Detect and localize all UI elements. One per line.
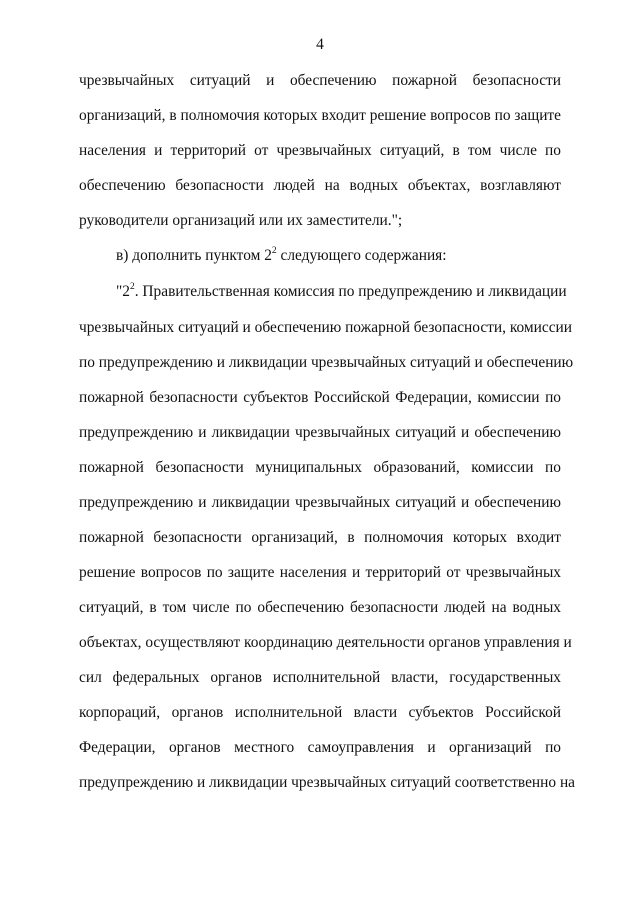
point-superscript: 2 bbox=[129, 281, 135, 292]
text-line: пожарной безопасности муниципальных образований, комиссии по bbox=[79, 459, 561, 476]
text-line: руководители организаций или их заместители."; bbox=[79, 212, 403, 229]
text-line: пожарной безопасности организаций, в полномочия которых входит bbox=[79, 529, 561, 546]
text-line: чрезвычайных ситуаций и обеспечению пожарной безопасности, комиссии bbox=[79, 319, 573, 336]
item-v-superscript: 2 bbox=[271, 245, 277, 256]
point-first-line bbox=[116, 281, 567, 302]
text-line: Федерации, органов местного самоуправления и организаций по bbox=[79, 739, 561, 756]
text-line: по предупреждению и ликвидации чрезвычайных ситуаций и обеспечению bbox=[79, 354, 574, 371]
item-v-line bbox=[116, 246, 561, 266]
text-line: чрезвычайных ситуаций и обеспечению пожарной безопасности bbox=[79, 72, 561, 89]
text-line: сил федеральных органов исполнительной власти, государственных bbox=[79, 669, 561, 686]
page-number: 4 bbox=[316, 36, 324, 53]
text-line: населения и территорий от чрезвычайных ситуаций, в том числе по bbox=[79, 142, 561, 159]
text-line: обеспечению безопасности людей на водных объектах, возглавляют bbox=[79, 177, 561, 194]
text-line: предупреждению и ликвидации чрезвычайных ситуаций соответственно на bbox=[79, 774, 576, 791]
point-text: . Правительственная комиссия по предупреждению и ликвидации bbox=[134, 283, 567, 300]
item-v-text: в) дополнить пунктом 2 bbox=[116, 247, 272, 264]
text-line: пожарной безопасности субъектов Российской Федерации, комиссии по bbox=[79, 389, 561, 406]
text-line: организаций, в полномочия которых входит решение вопросов по защите bbox=[79, 107, 561, 124]
text-line: предупреждению и ликвидации чрезвычайных ситуаций и обеспечению bbox=[79, 424, 561, 441]
item-v-text-end: следующего содержания: bbox=[276, 247, 447, 264]
text-line: ситуаций, в том числе по обеспечению безопасности людей на водных bbox=[79, 599, 561, 616]
text-line: решение вопросов по защите населения и территорий от чрезвычайных bbox=[79, 564, 561, 581]
text-line: предупреждению и ликвидации чрезвычайных ситуаций и обеспечению bbox=[79, 494, 561, 511]
point-number: "2 bbox=[116, 283, 130, 300]
text-line: объектах, осуществляют координацию деятельности органов управления и bbox=[79, 634, 572, 651]
text-line: корпораций, органов исполнительной власти субъектов Российской bbox=[79, 704, 561, 721]
